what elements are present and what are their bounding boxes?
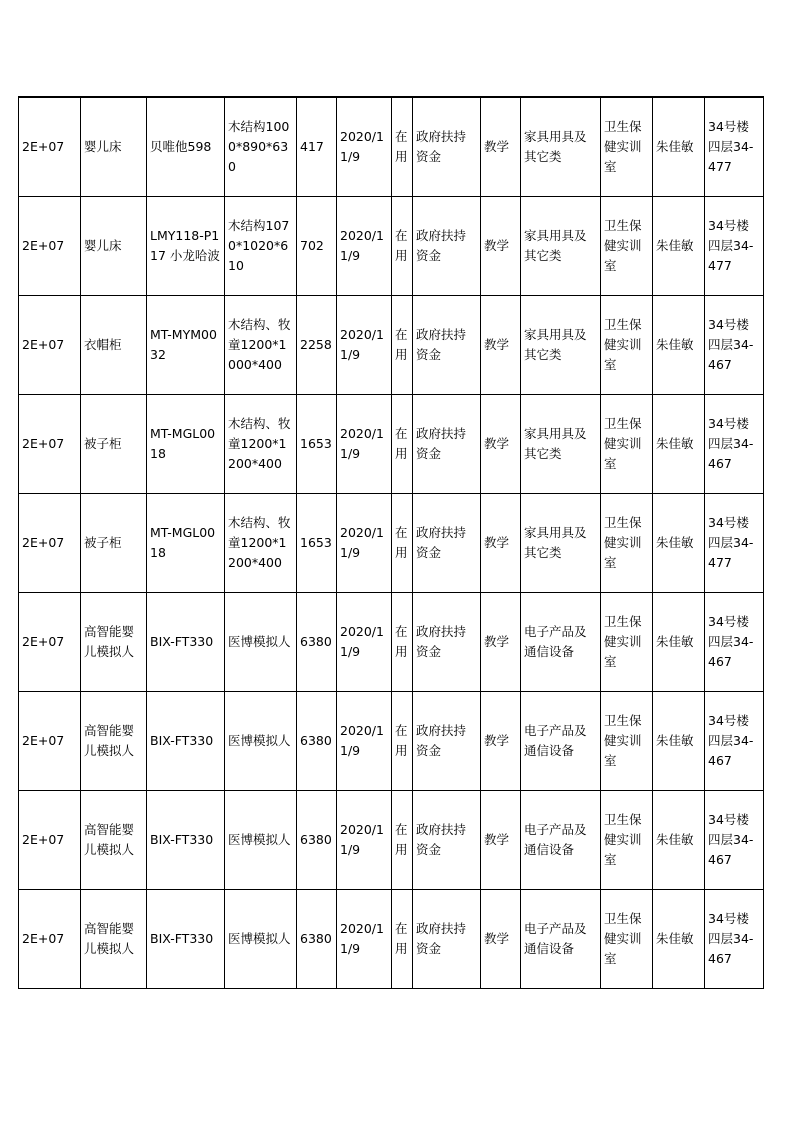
- spec-cell: 医博模拟人: [225, 890, 297, 989]
- table-row: [19, 791, 764, 890]
- asset-table: [18, 96, 764, 989]
- model-cell: LMY118-P117 小龙哈波: [147, 197, 225, 296]
- date-cell: 2020/11/9: [337, 494, 392, 593]
- asset-code-cell: 2E+07: [19, 692, 81, 791]
- date-cell: 2020/11/9: [337, 97, 392, 197]
- department-cell: 卫生保健实训室: [601, 395, 653, 494]
- category-cell: 家具用具及其它类: [521, 97, 601, 197]
- category-cell: 电子产品及通信设备: [521, 890, 601, 989]
- department-cell: 卫生保健实训室: [601, 890, 653, 989]
- custodian-cell: 朱佳敏: [653, 890, 705, 989]
- location-cell: 34号楼四层34-467: [705, 395, 764, 494]
- spec-cell: 医博模拟人: [225, 593, 297, 692]
- custodian-cell: 朱佳敏: [653, 593, 705, 692]
- asset-code-cell: 2E+07: [19, 197, 81, 296]
- category-cell: 家具用具及其它类: [521, 197, 601, 296]
- usage-cell: 教学: [481, 494, 521, 593]
- custodian-cell: 朱佳敏: [653, 97, 705, 197]
- status-cell: 在用: [392, 296, 413, 395]
- usage-cell: 教学: [481, 692, 521, 791]
- funding-source-cell: 政府扶持资金: [413, 97, 481, 197]
- model-cell: BIX-FT330: [147, 890, 225, 989]
- custodian-cell: 朱佳敏: [653, 791, 705, 890]
- location-cell: 34号楼四层34-477: [705, 494, 764, 593]
- location-cell: 34号楼四层34-467: [705, 692, 764, 791]
- custodian-cell: 朱佳敏: [653, 494, 705, 593]
- category-cell: 家具用具及其它类: [521, 395, 601, 494]
- price-cell: 6380: [297, 692, 337, 791]
- date-cell: 2020/11/9: [337, 692, 392, 791]
- asset-code-cell: 2E+07: [19, 296, 81, 395]
- asset-name-cell: 高智能婴儿模拟人: [81, 692, 147, 791]
- custodian-cell: 朱佳敏: [653, 197, 705, 296]
- table-body: [19, 97, 764, 989]
- asset-name-cell: 高智能婴儿模拟人: [81, 791, 147, 890]
- usage-cell: 教学: [481, 593, 521, 692]
- asset-code-cell: 2E+07: [19, 494, 81, 593]
- table-row: [19, 296, 764, 395]
- category-cell: 电子产品及通信设备: [521, 593, 601, 692]
- location-cell: 34号楼四层34-477: [705, 197, 764, 296]
- funding-source-cell: 政府扶持资金: [413, 791, 481, 890]
- category-cell: 电子产品及通信设备: [521, 692, 601, 791]
- price-cell: 2258: [297, 296, 337, 395]
- custodian-cell: 朱佳敏: [653, 395, 705, 494]
- price-cell: 1653: [297, 395, 337, 494]
- table-row: [19, 395, 764, 494]
- price-cell: 417: [297, 97, 337, 197]
- location-cell: 34号楼四层34-467: [705, 791, 764, 890]
- department-cell: 卫生保健实训室: [601, 692, 653, 791]
- asset-code-cell: 2E+07: [19, 97, 81, 197]
- usage-cell: 教学: [481, 97, 521, 197]
- date-cell: 2020/11/9: [337, 395, 392, 494]
- usage-cell: 教学: [481, 296, 521, 395]
- department-cell: 卫生保健实训室: [601, 197, 653, 296]
- category-cell: 家具用具及其它类: [521, 296, 601, 395]
- spec-cell: 木结构、牧童1200*1200*400: [225, 494, 297, 593]
- location-cell: 34号楼四层34-467: [705, 890, 764, 989]
- asset-code-cell: 2E+07: [19, 791, 81, 890]
- status-cell: 在用: [392, 791, 413, 890]
- table-row: [19, 593, 764, 692]
- price-cell: 6380: [297, 791, 337, 890]
- price-cell: 1653: [297, 494, 337, 593]
- status-cell: 在用: [392, 494, 413, 593]
- model-cell: MT-MGL0018: [147, 395, 225, 494]
- date-cell: 2020/11/9: [337, 197, 392, 296]
- department-cell: 卫生保健实训室: [601, 97, 653, 197]
- asset-inventory-sheet: [18, 96, 763, 989]
- usage-cell: 教学: [481, 890, 521, 989]
- spec-cell: 医博模拟人: [225, 692, 297, 791]
- asset-code-cell: 2E+07: [19, 395, 81, 494]
- funding-source-cell: 政府扶持资金: [413, 692, 481, 791]
- asset-name-cell: 高智能婴儿模拟人: [81, 890, 147, 989]
- model-cell: MT-MYM0032: [147, 296, 225, 395]
- model-cell: 贝唯他598: [147, 97, 225, 197]
- asset-name-cell: 高智能婴儿模拟人: [81, 593, 147, 692]
- status-cell: 在用: [392, 593, 413, 692]
- spec-cell: 木结构、牧童1200*1200*400: [225, 395, 297, 494]
- price-cell: 6380: [297, 890, 337, 989]
- price-cell: 702: [297, 197, 337, 296]
- department-cell: 卫生保健实训室: [601, 296, 653, 395]
- usage-cell: 教学: [481, 791, 521, 890]
- status-cell: 在用: [392, 197, 413, 296]
- spec-cell: 医博模拟人: [225, 791, 297, 890]
- model-cell: MT-MGL0018: [147, 494, 225, 593]
- location-cell: 34号楼四层34-467: [705, 593, 764, 692]
- spec-cell: 木结构1000*890*630: [225, 97, 297, 197]
- date-cell: 2020/11/9: [337, 296, 392, 395]
- custodian-cell: 朱佳敏: [653, 296, 705, 395]
- department-cell: 卫生保健实训室: [601, 494, 653, 593]
- spec-cell: 木结构、牧童1200*1000*400: [225, 296, 297, 395]
- price-cell: 6380: [297, 593, 337, 692]
- asset-name-cell: 婴儿床: [81, 197, 147, 296]
- model-cell: BIX-FT330: [147, 593, 225, 692]
- location-cell: 34号楼四层34-477: [705, 97, 764, 197]
- location-cell: 34号楼四层34-467: [705, 296, 764, 395]
- table-row: [19, 97, 764, 197]
- category-cell: 电子产品及通信设备: [521, 791, 601, 890]
- asset-code-cell: 2E+07: [19, 593, 81, 692]
- funding-source-cell: 政府扶持资金: [413, 890, 481, 989]
- model-cell: BIX-FT330: [147, 791, 225, 890]
- status-cell: 在用: [392, 692, 413, 791]
- asset-name-cell: 被子柜: [81, 395, 147, 494]
- asset-code-cell: 2E+07: [19, 890, 81, 989]
- asset-name-cell: 衣帽柜: [81, 296, 147, 395]
- status-cell: 在用: [392, 890, 413, 989]
- table-row: [19, 197, 764, 296]
- table-row: [19, 692, 764, 791]
- table-row: [19, 494, 764, 593]
- date-cell: 2020/11/9: [337, 890, 392, 989]
- custodian-cell: 朱佳敏: [653, 692, 705, 791]
- funding-source-cell: 政府扶持资金: [413, 494, 481, 593]
- usage-cell: 教学: [481, 395, 521, 494]
- funding-source-cell: 政府扶持资金: [413, 593, 481, 692]
- spec-cell: 木结构1070*1020*610: [225, 197, 297, 296]
- status-cell: 在用: [392, 395, 413, 494]
- funding-source-cell: 政府扶持资金: [413, 395, 481, 494]
- funding-source-cell: 政府扶持资金: [413, 296, 481, 395]
- department-cell: 卫生保健实训室: [601, 593, 653, 692]
- funding-source-cell: 政府扶持资金: [413, 197, 481, 296]
- asset-name-cell: 婴儿床: [81, 97, 147, 197]
- model-cell: BIX-FT330: [147, 692, 225, 791]
- date-cell: 2020/11/9: [337, 791, 392, 890]
- category-cell: 家具用具及其它类: [521, 494, 601, 593]
- usage-cell: 教学: [481, 197, 521, 296]
- department-cell: 卫生保健实训室: [601, 791, 653, 890]
- date-cell: 2020/11/9: [337, 593, 392, 692]
- table-row: [19, 890, 764, 989]
- status-cell: 在用: [392, 97, 413, 197]
- asset-name-cell: 被子柜: [81, 494, 147, 593]
